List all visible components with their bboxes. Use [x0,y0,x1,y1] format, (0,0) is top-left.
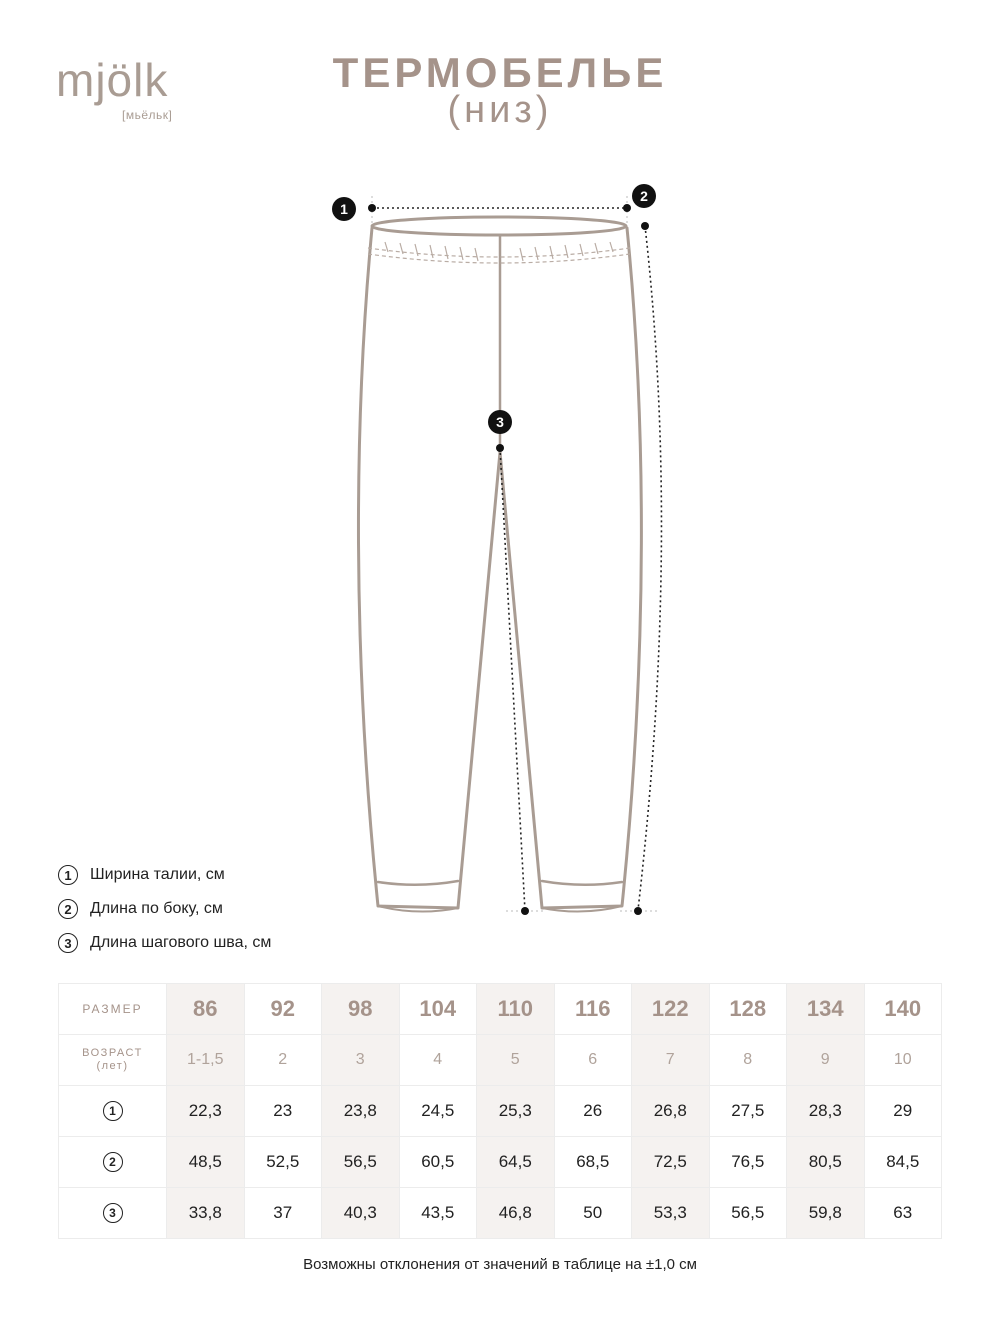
value-cell: 24,5 [399,1086,477,1137]
value-cell: 26,8 [632,1086,710,1137]
table-row-sizes [59,984,942,1035]
size-cell: 86 [167,984,245,1035]
number-3-icon: 3 [103,1203,123,1223]
value-cell: 64,5 [477,1137,555,1188]
page-subtitle: (низ) [447,89,553,131]
value-cell: 50 [554,1188,632,1239]
value-cell: 53,3 [632,1188,710,1239]
value-cell: 28,3 [787,1086,865,1137]
number-2-icon: 2 [103,1152,123,1172]
svg-text:2: 2 [640,188,648,204]
logo-transcription: [мьёльк] [122,108,173,122]
size-header: РАЗМЕР [59,984,167,1035]
value-cell: 43,5 [399,1188,477,1239]
value-cell: 72,5 [632,1137,710,1188]
value-cell: 76,5 [709,1137,787,1188]
tolerance-note: Возможны отклонения от значений в таблице на ±1,0 см [303,1256,697,1273]
measurement-lines [372,208,661,911]
size-cell: 98 [322,984,400,1035]
value-cell: 63 [864,1188,942,1239]
age-cell: 7 [632,1035,710,1086]
age-cell: 3 [322,1035,400,1086]
age-cell: 10 [864,1035,942,1086]
value-cell: 48,5 [167,1137,245,1188]
page-title: ТЕРМОБЕЛЬЕ [332,49,668,96]
table-row-ages [59,1035,942,1086]
size-cell: 110 [477,984,555,1035]
legend-label: Ширина талии, см [90,866,225,883]
age-cell: 6 [554,1035,632,1086]
guide-ticks [372,196,660,911]
marker-1 [332,197,356,221]
size-cell: 134 [787,984,865,1035]
svg-text:1: 1 [340,201,348,217]
value-cell: 60,5 [399,1137,477,1188]
legend-label: Длина шагового шва, см [90,934,272,951]
measurement-legend [58,858,271,960]
legend-item-waist [58,858,271,892]
legend-number-icon: 3 [58,933,78,953]
age-cell: 8 [709,1035,787,1086]
size-cell: 140 [864,984,942,1035]
age-header: ВОЗРАСТ (лет) [59,1035,167,1086]
size-cell: 128 [709,984,787,1035]
value-cell: 22,3 [167,1086,245,1137]
size-table [58,983,942,1239]
value-cell: 25,3 [477,1086,555,1137]
age-cell: 9 [787,1035,865,1086]
marker-3 [488,410,512,434]
value-cell: 23,8 [322,1086,400,1137]
value-cell: 23 [244,1086,322,1137]
legend-item-side-length [58,892,271,926]
row-header [59,1137,167,1188]
value-cell: 46,8 [477,1188,555,1239]
age-cell: 1-1,5 [167,1035,245,1086]
value-cell: 40,3 [322,1188,400,1239]
marker-2 [632,184,656,208]
age-cell: 5 [477,1035,555,1086]
table-row-side-length [59,1137,942,1188]
legend-number-icon: 2 [58,899,78,919]
value-cell: 29 [864,1086,942,1137]
age-cell: 2 [244,1035,322,1086]
size-cell: 116 [554,984,632,1035]
value-cell: 56,5 [709,1188,787,1239]
value-cell: 52,5 [244,1137,322,1188]
size-cell: 122 [632,984,710,1035]
value-cell: 80,5 [787,1137,865,1188]
value-cell: 59,8 [787,1188,865,1239]
legend-number-icon: 1 [58,865,78,885]
number-1-icon: 1 [103,1101,123,1121]
table-row-inseam [59,1188,942,1239]
size-cell: 92 [244,984,322,1035]
svg-text:3: 3 [496,414,504,430]
row-header [59,1188,167,1239]
pants-outline [358,217,641,912]
value-cell: 26 [554,1086,632,1137]
value-cell: 56,5 [322,1137,400,1188]
age-cell: 4 [399,1035,477,1086]
value-cell: 27,5 [709,1086,787,1137]
size-cell: 104 [399,984,477,1035]
value-cell: 33,8 [167,1188,245,1239]
logo-wordmark: mjölk [56,54,169,106]
legend-label: Длина по боку, см [90,900,223,917]
row-header [59,1086,167,1137]
table-row-waist [59,1086,942,1137]
value-cell: 84,5 [864,1137,942,1188]
value-cell: 37 [244,1188,322,1239]
legend-item-inseam [58,926,271,960]
value-cell: 68,5 [554,1137,632,1188]
